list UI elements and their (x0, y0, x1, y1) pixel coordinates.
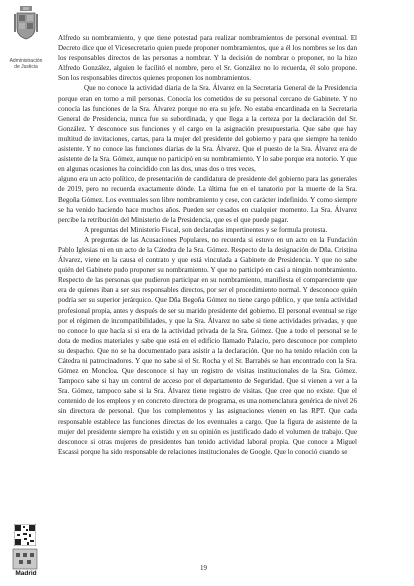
paragraph-2: Que no conoce la actividad diaria de la Sra. Álvarez en la Secretaria General de la Presidencia porque eran en torno a mil personas. Conocía los cometidos de su personal cercano de Gabinete. Y no conocía las funciones de la Sra. Álvarez porque no era su jefe. No estaba encardinada en la Secretaria General de Presidencia, nunca fue su subordinada, y que llega a la certeza por la declaración del Sr. González. Y desconoce sus funciones y el cargo en la asignación presupuestaria. Que sabe que hay multitud de invitaciones, cartas, para la mujer del presidente del gobierno y para que siempre ha tenido asistente. Y no conoce las funciones diarias de la Sra. Álvarez. Que el puesto de la Sra. Álvarez era de asistente de la Sra. Gómez, aunque no participó en su nombramiento. Y lo sabe porque era notorio. Y que en algunas ocasiones ha coincidido con las dos, unas dos o tres veces, (58, 84, 357, 174)
admin-label-line2: de Justicia (14, 64, 38, 70)
paragraph-1: Alfredo su nombramiento, y que tiene potestad para realizar nombramientos de personal eventual. El Decreto dice que el Vicesecretario quien puede proponer nombramientos, que a él los nombres se los dan los responsables directos de las personas a nombrar. Y la decisión de nombrar o proponer, no la hizo Alfredo González, alguien le facilitó el nombre, pero el Sr. González no lo recuerda, él solo propone. Son los responsables directos quienes proponen los nombramientos. (58, 34, 357, 83)
document-body (58, 33, 357, 457)
madrid-emblem-icon (12, 548, 38, 570)
paragraph-3: alguno era un acto político, de presentación de candidatura de presidente del gobierno para las generales de 2019, pero no recuerda exactamente dónde. La última fue en el tanatorio por la muerte de la Sra. Begoña Gómez. Los eventuales son libre nombramiento y cese, con carácter indefinido. Y como siempre se ha venido haciendo hace muchos años. Pueden ser cesados en cualquier momento. La Sra. Álvarez percibe la retribución del Ministerio de la Presidencia, que es el que puede pagar. (58, 175, 357, 224)
coat-of-arms-icon (14, 6, 38, 40)
paragraph-5: A preguntas de las Acusaciones Populares, no recuerda si estuvo en un acto en la Fundación Pablo Iglesias ni en un acto de la Cátedra de la Sra. Gómez. Respecto de la designación de Dña. Cristina Álvarez, viene en la causa el contrato y que está vinculada a Gabinete de Presidencia. Y que no sabe quién del Gabinete pudo proponer su nombramiento. Y que no participó en casi a ningún nombramiento. Respecto de las personas que pudieron participar en su nombramiento, manifiesta el compareciente que era de quienes iban a ser sus responsables directos, por ser el procedimiento normal. Y desconoce quién podría ser su superior jerárquico. Que Dña Begoña Gómez no tiene cargo público, y que tenía actividad profesional propia, antes y después de ser su marido presidente del gobierno. El personal eventual se rige por el régimen de incompatibilidades, y que la Sra. Álvarez no sabe si tiene actividades privadas, y que no conoce lo que hacía si si era de la actividad privada de la Sra. Gómez. Que a todo el personal se le dota de medios materiales y sabe que está en el edificio llamado Palacio, pero desconoce por completo su despacho. Que no se ha documentado para asistir a la declaración. Que no ha tenido relación con la Cátedra ni patrocinadores. Y que no sabe si el Sr. Rocha y el Sr. Barrabés se han encontrado con la Sra. Gómez en Moncloa. Que desconoce si hay un registro de visitas institucionales de la Sra. Gómez. Tampoco sabe si hay un control de acceso por el departamento de Seguridad. Que si vienen a ver a la Sra. Gómez, tampoco sabe si la Sra. Álvarez tiene registro de visitas. Que cree que no existe. Que el contenido de los empleos y en concreto directora de programa, es una nomenclatura genérica de nivel 26 sin directora de personal. Que los complementos y las asignaciones vienen en las RPT. Que cada responsable establece las funciones directas de los eventuales a cargo. Que la figura de asistente de la mujer del presidente siempre ha existido y en su opinión es justificado dado el volumen de trabajo. Que desconoce si otras mujeres de presidentes han tenido actividad laboral propia. Que conoce a Miguel Escassi porque ha sido responsable de relaciones institucionales de Google. Que lo conoció cuando se (58, 235, 357, 456)
madrid-label: Madrid (15, 570, 37, 577)
administration-label (2, 58, 50, 70)
left-margin (0, 0, 52, 586)
paragraph-4: A preguntas del Ministerio Fiscal, son declaradas impertinentes y se formula protesta. (84, 225, 328, 234)
admin-label-line1: Administración (9, 58, 43, 64)
qr-code-icon (14, 524, 36, 546)
page-number: 19 (200, 564, 207, 572)
